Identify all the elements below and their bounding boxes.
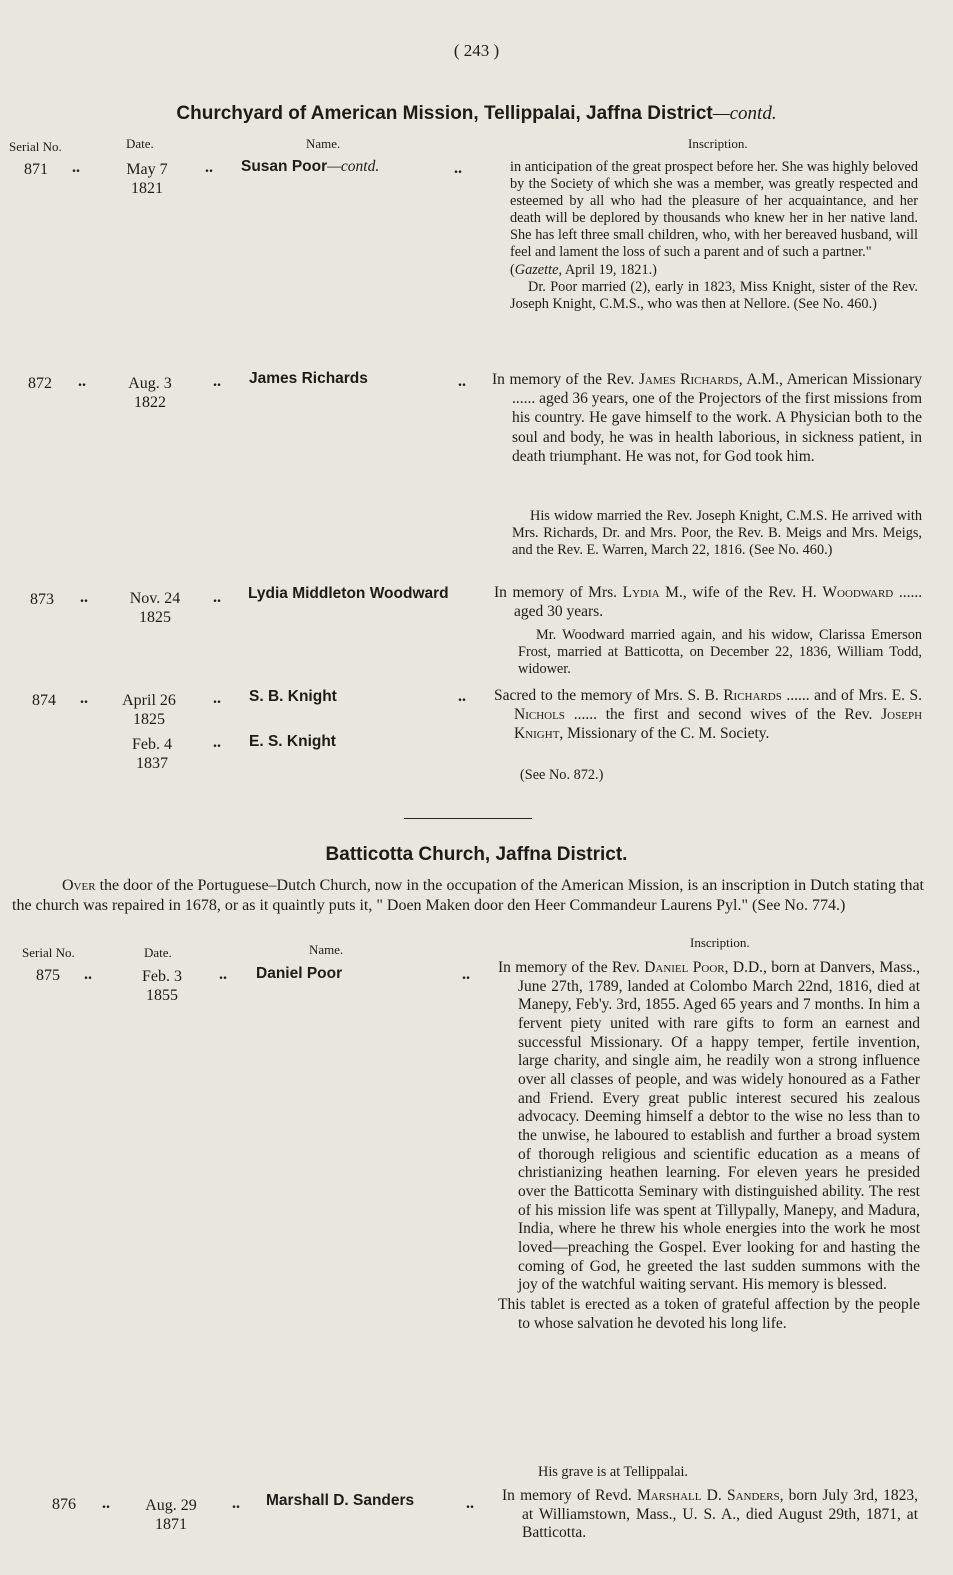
entry-date-day: Feb. 3 bbox=[142, 968, 182, 985]
inscription-smallcaps: Joseph Knight bbox=[514, 706, 923, 743]
inscription-part: Sacred to the memory of Mrs. S. B. bbox=[494, 687, 719, 704]
entry-date-year: 1821 bbox=[131, 180, 163, 197]
entry-inscription bbox=[498, 959, 920, 1333]
section-title-text: Churchyard of American Mission, Tellippalai, Jaffna District bbox=[176, 103, 713, 124]
entry-date-day: April 26 bbox=[122, 692, 176, 709]
leader-dots: .. bbox=[213, 690, 221, 707]
section-title-churchyard bbox=[0, 103, 953, 125]
leader-dots: .. bbox=[462, 966, 470, 983]
entry-date bbox=[108, 691, 190, 729]
inscription-note: His widow married the Rev. Joseph Knight, C.M.S. He arrived with Mrs. Richards, Dr. and Mrs. Poor, the Rev. B. Meigs and Mrs. Meigs, and the Rev. E. Warren, March 22, 1816. (See No. 460.) bbox=[512, 508, 922, 559]
entry-inscription bbox=[494, 583, 922, 621]
inscription-part: ...... the first and second wives of the Rev. bbox=[573, 706, 873, 724]
entry-date-year: 1837 bbox=[136, 755, 168, 772]
entry-serial: 872 bbox=[28, 375, 52, 392]
leader-dots: .. bbox=[466, 1495, 474, 1512]
entry-date-day: Aug. 29 bbox=[145, 1497, 197, 1514]
section-divider bbox=[404, 818, 532, 819]
citation-source: Gazette bbox=[514, 261, 559, 278]
inscription-citation: (Gazette, April 19, 1821.) bbox=[510, 261, 657, 278]
inscription-note: Dr. Poor married (2), early in 1823, Miss Knight, sister of the Rev. Joseph Knight, C.M.S., who was then at Nellore. (See No. 460.) bbox=[510, 278, 918, 312]
leader-dots: .. bbox=[213, 734, 221, 751]
leader-dots: .. bbox=[80, 690, 88, 707]
entry-serial: 875 bbox=[36, 967, 60, 984]
inscription-part: In memory of Mrs. bbox=[494, 584, 618, 601]
entry-note: His grave is at Tellippalai. bbox=[538, 1464, 689, 1480]
entry-inscription bbox=[502, 1487, 918, 1543]
entry-date bbox=[112, 589, 198, 627]
citation-rest: , April 19, 1821.) bbox=[558, 261, 657, 278]
entry-inscription bbox=[510, 159, 918, 313]
entry-note bbox=[518, 627, 922, 678]
leader-dots: .. bbox=[219, 966, 227, 983]
entry-serial: 876 bbox=[52, 1496, 76, 1513]
leader-dots: .. bbox=[458, 373, 466, 390]
entry-inscription bbox=[492, 370, 922, 466]
inscription-part: ...... and of Mrs. E. S. bbox=[786, 687, 923, 704]
entry-name: S. B. Knight bbox=[249, 688, 337, 705]
col-header-date: Date. bbox=[144, 945, 172, 960]
entry-date-day: Nov. 24 bbox=[129, 590, 181, 607]
entry-date-day: Aug. 3 bbox=[128, 375, 172, 392]
entry-serial: 871 bbox=[24, 161, 48, 178]
leader-dots: .. bbox=[84, 966, 92, 983]
entry-date-year: 1871 bbox=[155, 1516, 187, 1533]
page-number: ( 243 ) bbox=[453, 41, 500, 60]
entry-name-second: E. S. Knight bbox=[249, 733, 336, 750]
entry-serial: 873 bbox=[30, 591, 54, 608]
leader-dots: .. bbox=[80, 589, 88, 606]
inscription-part: In memory of the Rev. bbox=[498, 959, 640, 976]
leader-dots: .. bbox=[78, 373, 86, 390]
entry-note: (See No. 872.) bbox=[520, 767, 604, 783]
inscription-part: In memory of the Rev. bbox=[492, 371, 635, 388]
entry-name bbox=[241, 158, 379, 176]
inscription-part: , born July 3rd, 1823, at Williamstown, Mass., U. S. A., died August 29th, 1871, at Batticotta. bbox=[522, 1487, 918, 1541]
inscription-part: In memory of Revd. bbox=[502, 1487, 632, 1504]
col-header-name: Name. bbox=[306, 136, 341, 151]
leader-dots: .. bbox=[232, 1495, 240, 1512]
inscription-text bbox=[494, 583, 922, 621]
inscription-smallcaps: James Richards bbox=[638, 371, 739, 388]
inscription-part: ...... aged 30 years. bbox=[514, 584, 923, 621]
leader-dots: .. bbox=[72, 159, 80, 176]
inscription-smallcaps: Richards bbox=[723, 687, 782, 704]
section-intro bbox=[12, 876, 924, 915]
col-header-serial: Serial No. bbox=[9, 139, 62, 154]
entry-date bbox=[112, 374, 188, 412]
entry-name-suffix: —contd. bbox=[327, 158, 380, 175]
col-header-date: Date. bbox=[126, 136, 154, 151]
inscription-text: in anticipation of the great prospect before her. She was highly beloved by the Society of which she was a member, was greatly respected and esteemed by all who had the pleasure of her acquaintance, and her death will be deplored by thousands who knew her in her native land. She has left three small children, who, with her bereaved husband, will feel and lament the loss of such a parent and of such a partner." bbox=[510, 159, 918, 261]
entry-date bbox=[126, 967, 198, 1005]
entry-date-year: 1825 bbox=[133, 711, 165, 728]
section-title-suffix: —contd. bbox=[712, 103, 777, 124]
entry-name: Lydia Middleton Woodward bbox=[248, 585, 449, 602]
entry-date-day: Feb. 4 bbox=[132, 736, 172, 753]
section-title-batticotta: Batticotta Church, Jaffna District. bbox=[325, 844, 628, 865]
inscription-smallcaps: Woodward bbox=[822, 584, 894, 601]
inscription-smallcaps: Daniel Poor bbox=[644, 959, 725, 976]
col-header-inscription: Inscription. bbox=[688, 136, 748, 151]
inscription-part: M., wife of the Rev. H. bbox=[665, 584, 817, 601]
inscription-text-2: This tablet is erected as a token of grateful affection by the people to whose salvation he devoted his long life. bbox=[498, 1296, 920, 1332]
entry-date-year: 1855 bbox=[146, 987, 178, 1004]
entry-date-day: May 7 bbox=[126, 161, 168, 178]
inscription-part: , Missionary of the C. M. Society. bbox=[559, 725, 770, 743]
entry-date-year: 1825 bbox=[139, 609, 171, 626]
entry-name: Marshall D. Sanders bbox=[266, 1492, 415, 1509]
intro-text: the door of the Portuguese–Dutch Church, now in the occupation of the American Mission, is an inscription in Dutch stating that the church was repaired in 1678, or as it quaintly puts it, " Doen Maken door den Heer Commandeur Laurens Pyl." (See No. 774.) bbox=[12, 877, 924, 914]
entry-date bbox=[110, 160, 184, 198]
col-header-inscription: Inscription. bbox=[690, 935, 750, 950]
leader-dots: .. bbox=[454, 160, 462, 177]
entry-name-text: Susan Poor bbox=[241, 158, 328, 175]
inscription-note: Mr. Woodward married again, and his widow, Clarissa Emerson Frost, married at Batticotta, on December 22, 1836, William Todd, widower. bbox=[518, 627, 922, 678]
entry-name: James Richards bbox=[249, 370, 368, 387]
leader-dots: .. bbox=[213, 373, 221, 390]
inscription-text bbox=[494, 686, 922, 744]
inscription-part: , D.D., born at Danvers, Mass., June 27th, 1789, landed at Colombo March 22nd, 1816, died at Manepy, Feb'y. 3rd, 1855. Aged 65 years and 7 months. In him a fervent piety united with rare gifts to form an earnest and successful Missionary. Of a happy temper, fertile invention, large charity, and single aim, he readily won a strong influence over all classes of people, and was widely honoured as a Father and Friend. Every great public interest secured his zealous advocacy. Deeming himself a debtor to the wise no less than to the unwise, he laboured to establish and further a broad system of thorough religious and scientific education as a means of christianizing heathen learning. For eleven years he presided over the Batticotta Seminary with distinguished ability. The rest of his mission life was spent at Tillypally, Manepy, and Madura, India, where he threw his whole energies into the work he most loved—preaching the Gospel. Ever looking for and hasting the coming of God, he greeted the last sudden summons with the joy of the watchful waiting servant. His memory is blessed. bbox=[518, 959, 921, 1294]
leader-dots: .. bbox=[205, 159, 213, 176]
inscription-smallcaps: Lydia bbox=[622, 584, 660, 601]
entry-note bbox=[512, 508, 922, 559]
leader-dots: .. bbox=[213, 589, 221, 606]
entry-name: Daniel Poor bbox=[256, 965, 343, 982]
inscription-text bbox=[498, 959, 920, 1295]
intro-smallcaps: Over bbox=[62, 877, 96, 894]
entry-serial: 874 bbox=[32, 692, 56, 709]
entry-date-second bbox=[112, 735, 192, 773]
entry-date-year: 1822 bbox=[134, 394, 166, 411]
inscription-smallcaps: Nichols bbox=[514, 706, 565, 724]
entry-date bbox=[134, 1496, 208, 1534]
col-header-name: Name. bbox=[309, 942, 344, 957]
col-header-serial: Serial No. bbox=[22, 945, 75, 960]
inscription-text bbox=[502, 1487, 918, 1543]
entry-inscription bbox=[494, 686, 922, 744]
leader-dots: .. bbox=[458, 688, 466, 705]
inscription-part: , A.M., American Missionary ...... aged 36 years, one of the Projectors of the first missions from his country. He gave himself to the work. A Physician both to the soul and body, he was in health laborious, in sickness patient, in death triumphant. He was not, for God took him. bbox=[512, 371, 923, 465]
leader-dots: .. bbox=[102, 1495, 110, 1512]
inscription-smallcaps: Marshall D. Sanders bbox=[636, 1487, 780, 1504]
inscription-text bbox=[492, 370, 922, 466]
